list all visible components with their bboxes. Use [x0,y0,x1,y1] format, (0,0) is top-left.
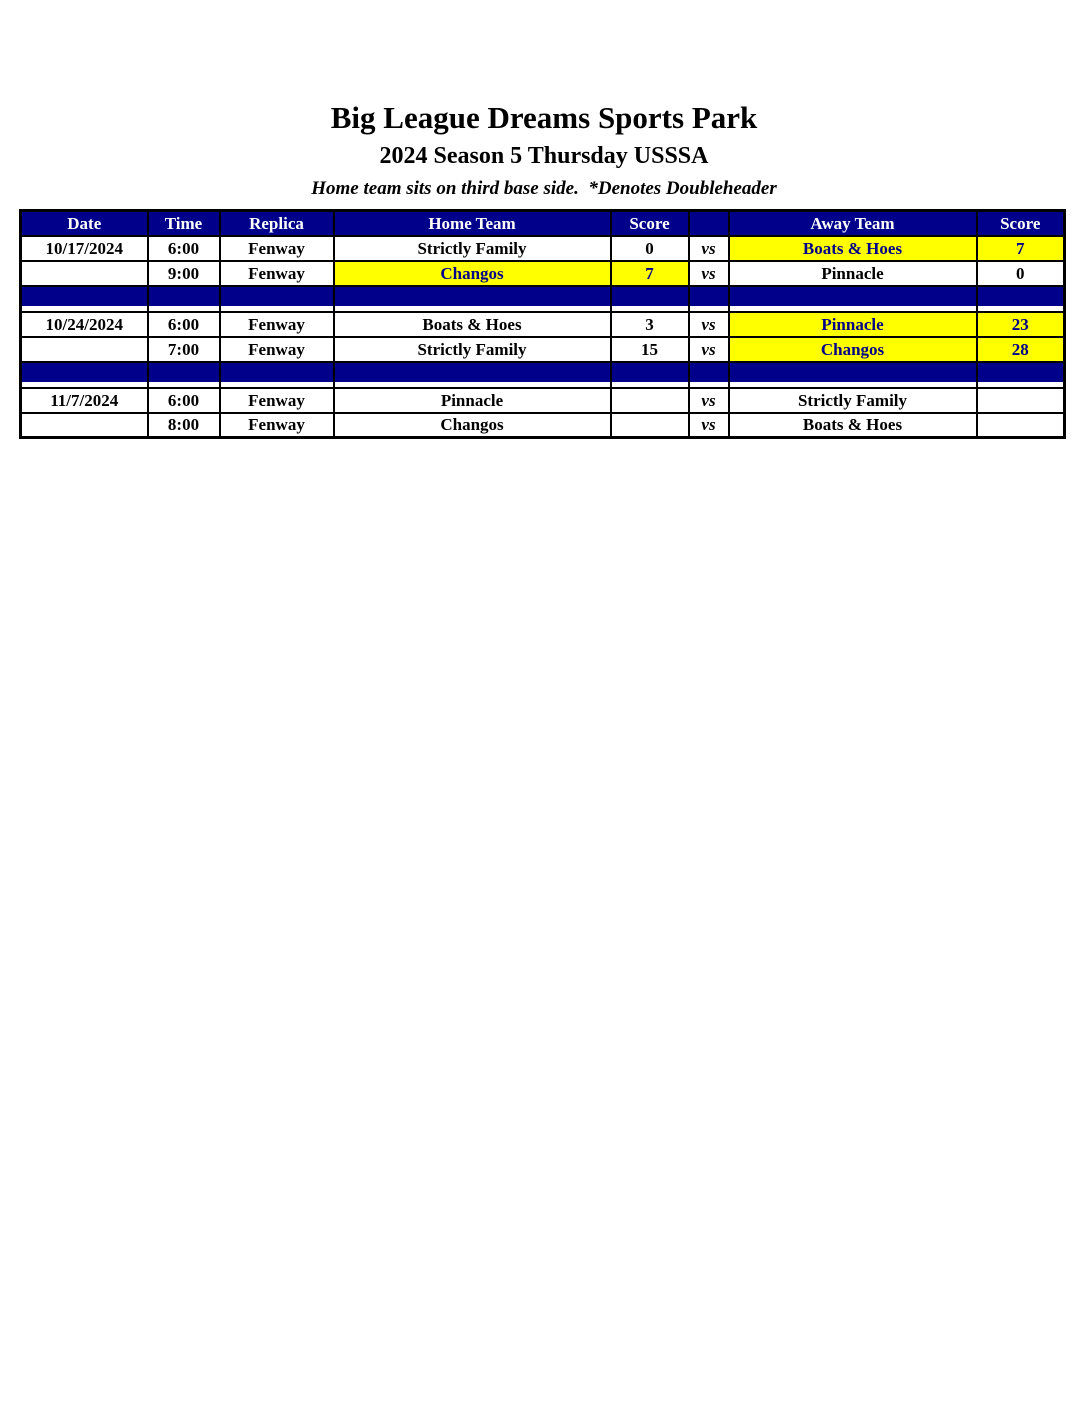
separator-cell [689,362,729,388]
column-header-away-score: Score [977,211,1065,236]
separator-row [21,362,1065,388]
cell-date [21,261,148,286]
cell-replica: Fenway [220,413,334,438]
cell-away-score: 28 [977,337,1065,362]
schedule-note: Home team sits on third base side. *Denotes Doubleheader [311,178,777,199]
cell-home-team: Changos [334,261,611,286]
cell-away-team: Pinnacle [729,312,977,337]
game-row [21,413,1065,438]
page-title: Big League Dreams Sports Park [330,100,758,135]
cell-time: 6:00 [148,236,220,261]
separator-cell [21,362,148,388]
cell-away-team: Pinnacle [729,261,977,286]
cell-away-team: Changos [729,337,977,362]
cell-date: 10/17/2024 [21,236,148,261]
vs-label: vs [689,261,729,286]
cell-replica: Fenway [220,261,334,286]
separator-cell [220,362,334,388]
cell-date [21,413,148,438]
cell-home-score: 7 [611,261,689,286]
cell-time: 9:00 [148,261,220,286]
cell-home-team: Strictly Family [334,236,611,261]
cell-time: 6:00 [148,312,220,337]
cell-away-team: Strictly Family [729,388,977,413]
cell-home-team: Strictly Family [334,337,611,362]
cell-home-team: Pinnacle [334,388,611,413]
separator-cell [977,362,1065,388]
vs-label: vs [689,388,729,413]
cell-away-score: 7 [977,236,1065,261]
separator-cell [334,362,611,388]
separator-cell [148,362,220,388]
separator-cell [977,286,1065,312]
cell-time: 6:00 [148,388,220,413]
vs-label: vs [689,413,729,438]
column-header-vs-spacer [689,211,729,236]
column-header-time: Time [148,211,220,236]
separator-cell [148,286,220,312]
cell-date: 10/24/2024 [21,312,148,337]
cell-home-score [611,388,689,413]
cell-time: 7:00 [148,337,220,362]
separator-cell [220,286,334,312]
cell-home-score: 15 [611,337,689,362]
cell-away-team: Boats & Hoes [729,236,977,261]
separator-cell [729,362,977,388]
vs-label: vs [689,236,729,261]
column-header-date: Date [21,211,148,236]
cell-replica: Fenway [220,337,334,362]
separator-cell [729,286,977,312]
cell-replica: Fenway [220,312,334,337]
vs-label: vs [689,312,729,337]
game-row [21,388,1065,413]
separator-row [21,286,1065,312]
cell-away-score [977,413,1065,438]
cell-away-score [977,388,1065,413]
game-row [21,337,1065,362]
page-header [0,0,1088,200]
game-row [21,312,1065,337]
header-row [21,211,1065,236]
cell-away-score: 0 [977,261,1065,286]
vs-label: vs [689,337,729,362]
game-row [21,261,1065,286]
cell-home-score: 3 [611,312,689,337]
column-header-home-team: Home Team [334,211,611,236]
separator-cell [21,286,148,312]
cell-time: 8:00 [148,413,220,438]
cell-home-score: 0 [611,236,689,261]
cell-home-team: Boats & Hoes [334,312,611,337]
column-header-home-score: Score [611,211,689,236]
game-row [21,236,1065,261]
cell-date [21,337,148,362]
cell-replica: Fenway [220,236,334,261]
column-header-replica: Replica [220,211,334,236]
cell-home-team: Changos [334,413,611,438]
cell-replica: Fenway [220,388,334,413]
page-subtitle: 2024 Season 5 Thursday USSSA [379,143,709,169]
cell-away-team: Boats & Hoes [729,413,977,438]
column-header-away-team: Away Team [729,211,977,236]
cell-home-score [611,413,689,438]
separator-cell [611,286,689,312]
cell-away-score: 23 [977,312,1065,337]
separator-cell [611,362,689,388]
schedule-table [19,209,1066,439]
cell-date: 11/7/2024 [21,388,148,413]
separator-cell [334,286,611,312]
separator-cell [689,286,729,312]
